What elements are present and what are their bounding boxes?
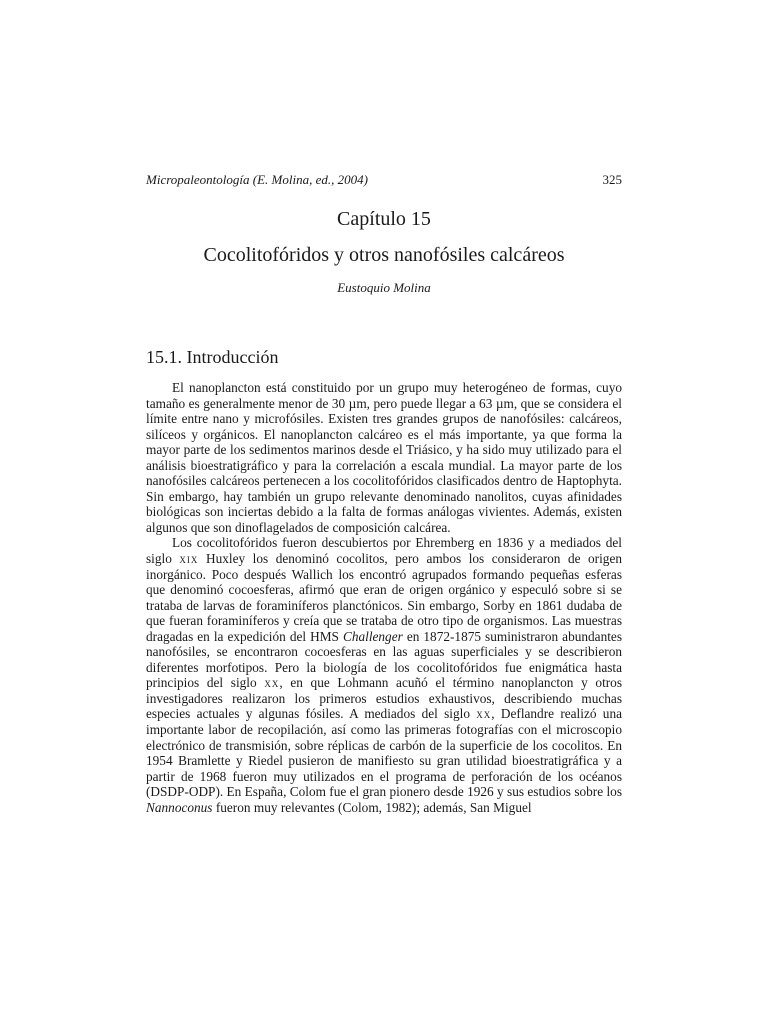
roman-numeral: xix xyxy=(179,551,199,567)
roman-numeral: xx xyxy=(264,675,280,691)
section-heading: 15.1. Introducción xyxy=(146,347,279,367)
genus-name: Nannoconus xyxy=(146,799,213,815)
running-header xyxy=(146,172,622,188)
chapter-author: Eustoquio Molina xyxy=(337,280,431,295)
paragraph-history xyxy=(146,535,622,815)
text-run: , Deflandre realizó una importante labor de recopilación, así como las primeras fotografías con el microscopio electrónico de transmisión, sobre réplicas de carbón de la superficie de los cocolitos. En 1954 Bramlette y Riedel pusieron de manifiesto su gran utilidad bioestratigráfica y a partir de 1968 fueron muy utilizados en el programa de perforación de los océanos (DSDP-ODP). En España, Colom fue el gran pionero desde 1926 y sus estudios sobre los xyxy=(146,706,622,800)
journal-citation: Micropaleontología (E. Molina, ed., 2004) xyxy=(146,172,368,187)
text-run: Huxley los denominó cocolitos, pero ambos los consideraron de origen inorgánico. Poco después Wallich los encontró agrupados formando pequeñas esferas que denominó cocoesferas, afirmó que eran de origen orgánico y especuló sobre si se trataba de larvas de foraminíferos planctónicos. Sin embargo, Sorby en 1861 dudaba de que fueran foraminíferos y creía que se trataba de otro tipo de organismos. Las muestras dragadas en la expedición del HMS xyxy=(146,551,623,644)
text-run: en 1872-1875 suministraron abundantes nanofósiles, se encontraron cocoesferas en las aguas superficiales y se describieron diferentes morfotipos. Pero la biología de los cocolitofóridos fue enigmática hasta principios del siglo xyxy=(146,628,623,691)
roman-numeral: xx xyxy=(476,706,492,722)
text-run: Los cocolitofóridos fueron descubiertos por Ehremberg en 1836 y a mediados del siglo xyxy=(146,535,622,567)
ship-name: Challenger xyxy=(342,628,403,644)
text-run: fueron muy relevantes (Colom, 1982); además, San Miguel xyxy=(215,799,532,815)
chapter-label: Capítulo 15 xyxy=(337,208,431,230)
chapter-title: Cocolitofóridos y otros nanofósiles calcáreos xyxy=(203,244,565,266)
page-number: 325 xyxy=(602,172,622,187)
text-run: , en que Lohmann acuñó el término nanoplancton y otros investigadores realizaron los primeros estudios exhaustivos, describiendo muchas especies actuales y algunas fósiles. A mediados del siglo xyxy=(146,675,623,722)
paragraph-introduction: El nanoplancton está constituido por un grupo muy heterogéneo de formas, cuyo tamaño es generalmente menor de 30 µm, pero puede llegar a 63 µm, que se considera el límite entre nano y microfósiles. Existen tres grandes grupos de nanofósiles: calcáreos, silíceos y orgánicos. El nanoplancton calcáreo es el más importante, ya que forma la mayor parte de los sedimentos marinos desde el Triásico, y ha sido muy utilizado para el análisis bioestratigráfico y para la correlación a escala mundial. La mayor parte de los nanofósiles calcáreos pertenecen a los cocolitofóridos clasificados dentro de Haptophyta. Sin embargo, hay también un grupo relevante denominado nanolitos, cuyas afinidades biológicas son inciertas debido a la falta de formas análogas vivientes. Además, existen algunos que son dinoflagelados de composición calcárea. xyxy=(146,380,622,535)
body-text xyxy=(146,380,622,815)
